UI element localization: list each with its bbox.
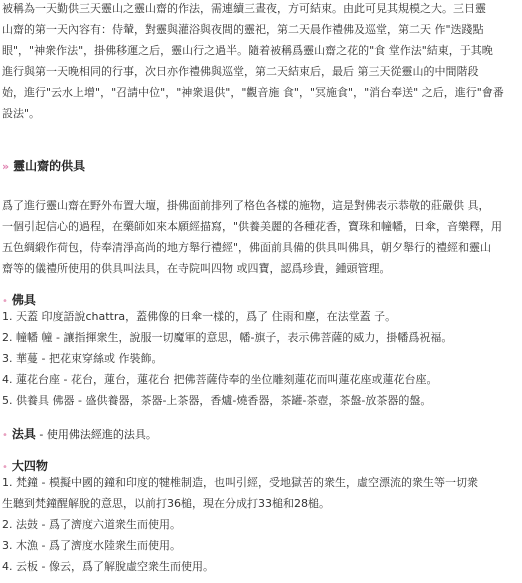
offerings-line: 五色綢緞作荷包，侍奉清淨高尚的地方舉行禮經"，佛面前具備的供具叫佛具，朝夕舉行的禮經和靈山 — [2, 241, 492, 254]
section-heading-offerings — [2, 156, 85, 176]
intro-line: 被稱為一天勤供三天靈山之靈山齋的作法，需連續三晝夜，方可結束。由此可見其規模之大。三日靈 — [2, 2, 486, 15]
list-item: 2. 法鼓 - 爲了濟度六道衆生而使用。 — [2, 518, 181, 531]
intro-line: 山齋的第一天內容有：侍輦，對靈與灌浴與夜間的靈祀，第二天晨作禮佛及巡堂，第二天 作"迭踐點 — [2, 23, 484, 36]
list-item: 2. 幢幡 幢 - 讓指揮衆生，說服一切魔軍的意思，幡-旗子，表示佛菩薩的威力，掛幡爲祝福。 — [2, 331, 453, 344]
intro-line: 進行與第一天晚相同的行事，次日亦作禮佛與巡堂，第二天結束后，最后 第三天從靈山的中間階段 — [2, 65, 479, 78]
offerings-line: 齋等的儀禮所使用的供具叫法具，在寺院叫四物 或四寶，認爲珍貴，鍾頭管理。 — [2, 262, 391, 275]
heading-text: 靈山齋的供具 — [13, 159, 86, 173]
intro-line: 始，進行"云水上增"，"召請中位"，"神衆退供"，"觀音施 食"，"冥施食"，"消台奉送" 之后，進行"會番 — [2, 86, 504, 99]
pink-dot-icon: • — [2, 462, 8, 473]
list-item: 生聽到梵鐘醒解脫的意思，以前打36槌，現在分成打33槌和28槌。 — [2, 497, 330, 510]
heading-text: 大四物 — [11, 459, 48, 473]
list-item: 1. 梵鐘 - 模擬中國的鐘和印度的犍椎制造，也叫引經，受地獄苦的衆生，虛空漂流的衆生等一切衆 — [2, 476, 478, 489]
offerings-line: 一個引起信心的過程，在藥師如來本願經描寫，"供養美麗的各種花香，寶珠和幢幡，日傘，音樂釋，用 — [2, 220, 503, 233]
list-item: 3. 木漁 - 爲了濟度水陸衆生而使用。 — [2, 539, 181, 552]
intro-line: 眼"，"神衆作法"，掛佛移運之后，靈山行之過半。隨着被稱爲靈山齋之花的"食 堂作法"結東，于其晚 — [2, 44, 493, 57]
dharma-tools-description: - 使用佛法經進的法具。 — [35, 428, 157, 441]
section-heading-four-objects — [2, 456, 48, 476]
pink-dot-icon: • — [2, 296, 8, 307]
list-item: 4. 云板 - 像云，爲了解脫虛空衆生而使用。 — [2, 560, 214, 573]
pink-arrow-icon: » — [2, 160, 10, 173]
heading-text: 佛具 — [11, 293, 36, 307]
list-item: 1. 天蓋 印度語說chattra，蓋佛像的日傘一樣的，爲了 住雨和塵，在法堂蓋 子。 — [2, 310, 397, 323]
section-heading-dharma-tools — [2, 424, 157, 444]
heading-text: 法具 — [11, 427, 36, 441]
list-item: 5. 供養具 佛器 - 盛供養器，茶器-上茶器，香爐-燒香器，茶罐-茶壺，茶盤-放茶器的盤。 — [2, 394, 432, 407]
offerings-line: 爲了進行靈山齋在野外布置大壇，掛佛面前排列了格色各樣的施物，這是對佛表示恭敬的莊嚴供 具， — [2, 199, 490, 212]
intro-line: 設法"。 — [2, 107, 41, 120]
list-item: 4. 蓮花台座 - 花台，蓮台，蓮花台 把佛菩薩侍奉的坐位雕刻蓮花而叫蓮花座或蓮花台座。 — [2, 373, 438, 386]
section-heading-buddha-tools — [2, 290, 36, 310]
pink-dot-icon: • — [2, 430, 8, 441]
list-item: 3. 華蔓 - 把花束穿絲或 作裝飾。 — [2, 352, 163, 365]
